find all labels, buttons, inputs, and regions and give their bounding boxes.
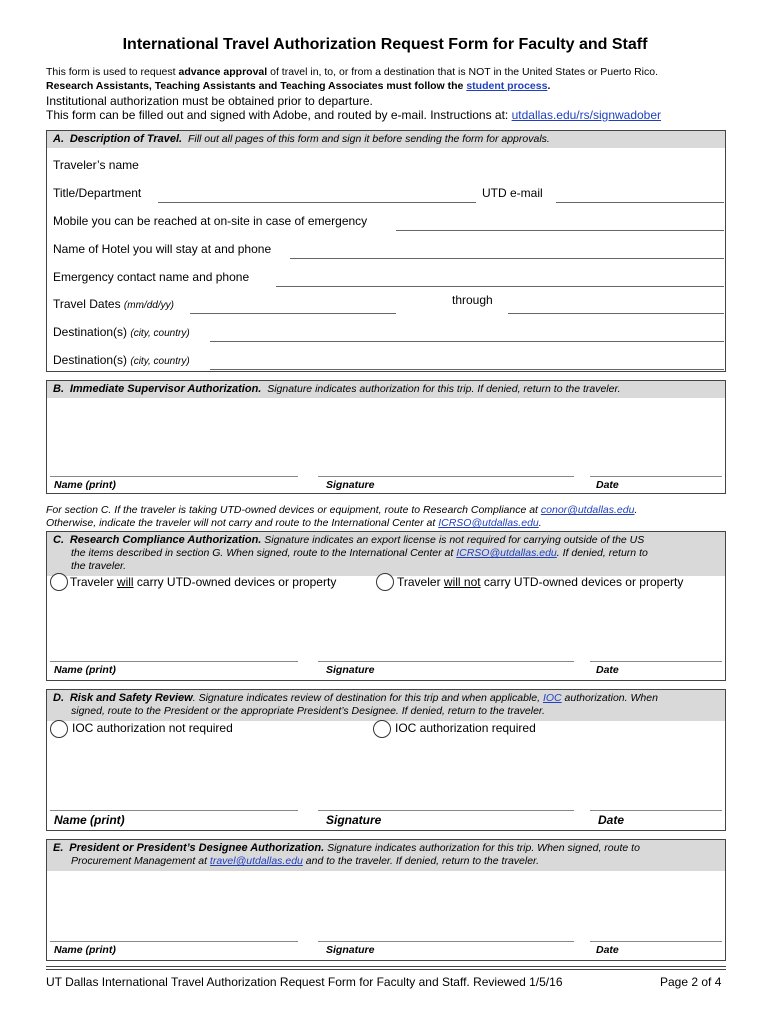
- ioc-not-required-label: IOC authorization not required: [72, 721, 233, 735]
- page-number: Page 2 of 4: [660, 975, 722, 989]
- section-d-signature-label: Signature: [326, 813, 382, 827]
- section-c-name-label: Name (print): [54, 664, 116, 676]
- emergency-contact-field[interactable]: [276, 286, 724, 287]
- destination-field-2[interactable]: [210, 369, 724, 370]
- section-b-name-line[interactable]: [50, 476, 298, 477]
- destination-label-1: Destination(s) (city, country): [53, 325, 190, 339]
- mobile-field[interactable]: [396, 230, 724, 231]
- section-b-name-label: Name (print): [54, 479, 116, 491]
- section-e-name-label: Name (print): [54, 944, 116, 956]
- section-a-header: A. Description of Travel. Fill out all pages of this form and sign it before sending the form for approvals.: [47, 131, 725, 148]
- footer-divider: [46, 966, 726, 967]
- intro-line-1: This form is used to request advance approval of travel in, to, or from a destination that is NOT in the United States or Puerto Rico.: [46, 66, 659, 78]
- emergency-contact-label: Emergency contact name and phone: [53, 270, 250, 284]
- section-e-date-label: Date: [596, 944, 619, 956]
- instructions-link[interactable]: utdallas.edu/rs/signwadober: [511, 108, 662, 122]
- student-process-link[interactable]: student process: [466, 80, 548, 92]
- page-title: International Travel Authorization Request Form for Faculty and Staff: [122, 36, 648, 53]
- travel-email-link[interactable]: travel@utdallas.edu: [209, 855, 303, 867]
- section-e-signature-line[interactable]: [318, 941, 574, 942]
- section-e-header: E. President or President’s Designee Authorization. Signature indicates authorization for this trip. When signed, route to Procurement Management at travel@utdallas.edu and to the traveler. If denied, return to the traveler.: [47, 840, 725, 871]
- section-c-signature-line[interactable]: [318, 661, 574, 662]
- section-c-header: C. Research Compliance Authorization. Signature indicates an export license is not required for carrying outside of the US the items described in section G. When signed, route to the International Center at ICRSO@utdallas.edu. If denied, return to the traveler.: [47, 532, 725, 576]
- section-c-name-line[interactable]: [50, 661, 298, 662]
- section-d-header: D. Risk and Safety Review. Signature indicates review of destination for this trip and when applicable, IOC authorization. When signed, route to the President or the appropriate President’s Designee. If denied, return to the traveler.: [47, 690, 725, 721]
- section-c: [46, 531, 726, 681]
- ioc-required-radio[interactable]: [373, 720, 391, 738]
- icrso-email-link[interactable]: ICRSO@utdallas.edu: [438, 517, 539, 529]
- title-department-label: Title/Department: [53, 186, 142, 200]
- section-e-name-line[interactable]: [50, 941, 298, 942]
- travel-dates-label: Travel Dates (mm/dd/yy): [53, 297, 174, 311]
- icrso-email-link-2[interactable]: ICRSO@utdallas.edu: [456, 547, 557, 559]
- not-carry-devices-label: Traveler will not carry UTD-owned devices or property: [397, 575, 684, 589]
- travel-date-start-field[interactable]: [190, 313, 396, 314]
- footer-divider-2: [46, 969, 726, 970]
- intro-line-4: This form can be filled out and signed with Adobe, and routed by e-mail. Instructions at: utdallas.edu/rs/signwadober: [46, 108, 662, 122]
- ioc-required-label: IOC authorization required: [395, 721, 536, 735]
- section-c-date-line[interactable]: [590, 661, 722, 662]
- section-d-signature-line[interactable]: [318, 810, 574, 811]
- section-c-signature-label: Signature: [326, 664, 375, 676]
- carry-devices-radio[interactable]: [50, 573, 68, 591]
- utd-email-field[interactable]: [556, 202, 724, 203]
- footer-text: UT Dallas International Travel Authorization Request Form for Faculty and Staff. Reviewed 1/5/16: [46, 975, 563, 989]
- section-d-date-line[interactable]: [590, 810, 722, 811]
- destination-field-1[interactable]: [210, 341, 724, 342]
- utd-email-label: UTD e-mail: [482, 186, 543, 200]
- intro-line-3: Institutional authorization must be obtained prior to departure.: [46, 94, 373, 108]
- section-d-name-label: Name (print): [54, 813, 125, 827]
- section-d-date-label: Date: [598, 813, 625, 827]
- section-e: [46, 839, 726, 961]
- travelers-name-label: Traveler’s name: [53, 158, 139, 172]
- section-c-routing-note-2: Otherwise, indicate the traveler will not carry and route to the International Center at ICRSO@utdallas.edu.: [46, 517, 542, 529]
- intro-line-2: Research Assistants, Teaching Assistants and Teaching Associates must follow the student process.: [46, 80, 551, 92]
- section-b-date-line[interactable]: [590, 476, 722, 477]
- section-e-signature-label: Signature: [326, 944, 375, 956]
- travel-date-end-field[interactable]: [508, 313, 724, 314]
- section-b-header: B. Immediate Supervisor Authorization. Signature indicates authorization for this trip. If denied, return to the traveler.: [47, 381, 725, 398]
- section-e-date-line[interactable]: [590, 941, 722, 942]
- conor-email-link[interactable]: conor@utdallas.edu: [540, 504, 635, 516]
- section-d-name-line[interactable]: [50, 810, 298, 811]
- section-c-routing-note-1: For section C. If the traveler is taking UTD-owned devices or equipment, route to Research Compliance at conor@utdallas.edu.: [46, 504, 638, 516]
- section-b-date-label: Date: [596, 479, 619, 491]
- destination-label-2: Destination(s) (city, country): [53, 353, 190, 367]
- not-carry-devices-radio[interactable]: [376, 573, 394, 591]
- through-label: through: [452, 293, 493, 307]
- ioc-link[interactable]: IOC: [542, 692, 562, 704]
- carry-devices-label: Traveler will carry UTD-owned devices or property: [70, 575, 337, 589]
- mobile-label: Mobile you can be reached at on-site in case of emergency: [53, 214, 368, 228]
- section-c-date-label: Date: [596, 664, 619, 676]
- hotel-label: Name of Hotel you will stay at and phone: [53, 242, 272, 256]
- hotel-field[interactable]: [290, 258, 724, 259]
- ioc-not-required-radio[interactable]: [50, 720, 68, 738]
- section-b-signature-line[interactable]: [318, 476, 574, 477]
- title-department-field[interactable]: [158, 202, 476, 203]
- section-b-signature-label: Signature: [326, 479, 375, 491]
